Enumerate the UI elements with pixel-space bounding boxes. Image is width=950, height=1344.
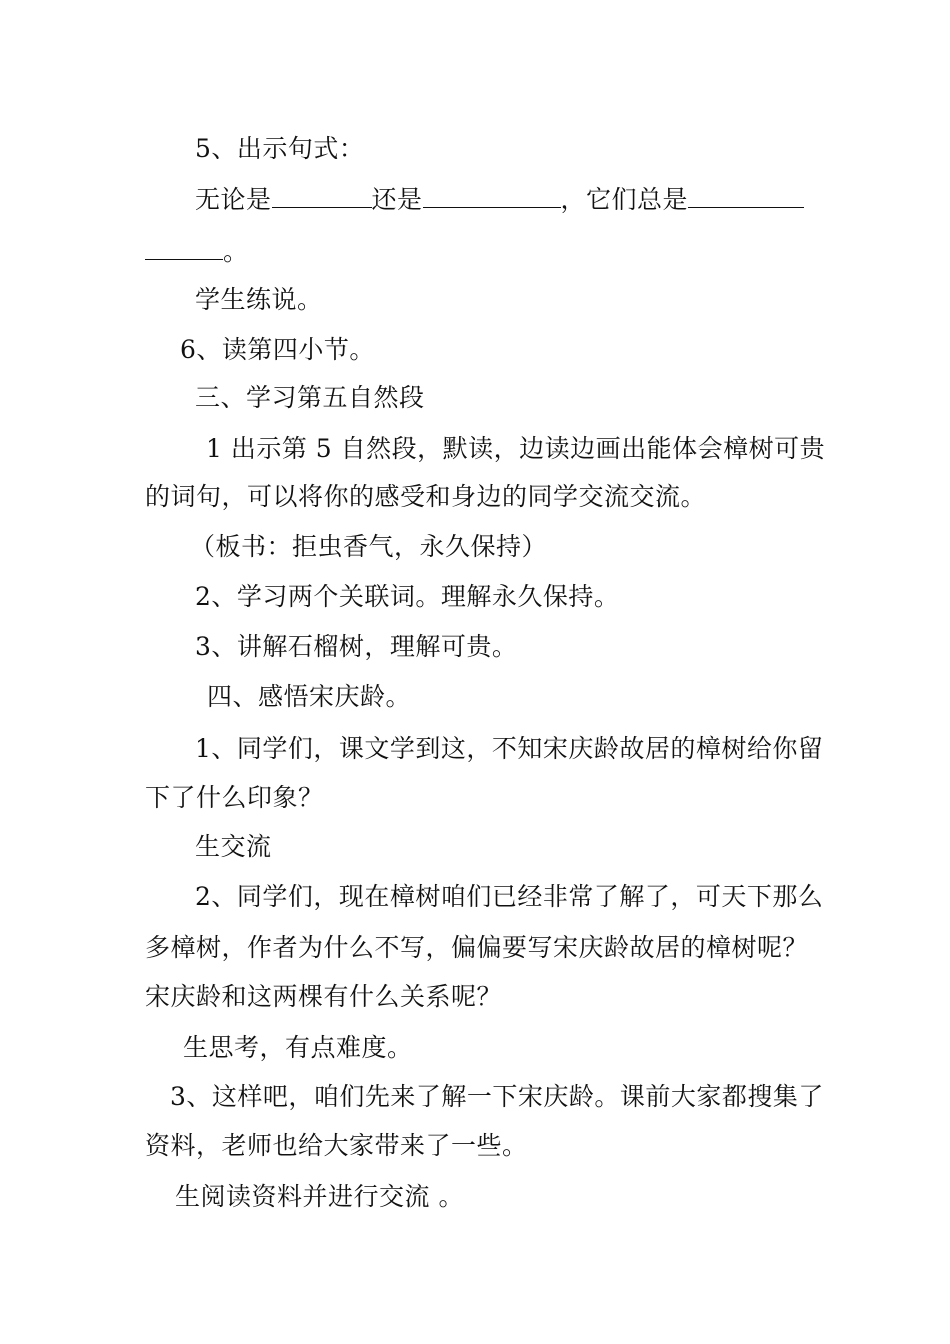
step-5-heading: 5、出示句式： xyxy=(195,134,365,163)
fill-blank-2 xyxy=(423,183,561,208)
paragraph-line: 1 出示第 5 自然段，默读，边读边画出能体会樟树可贵 xyxy=(206,434,826,463)
paragraph-line: 2、学习两个关联词。理解永久保持。 xyxy=(195,582,620,611)
paragraph-line: 生思考，有点难度。 xyxy=(183,1033,413,1062)
sentence-pattern-line xyxy=(195,183,804,216)
paragraph-line: 3、讲解石榴树，理解可贵。 xyxy=(195,632,518,661)
blackboard-note: （板书：拒虫香气，永久保持） xyxy=(190,532,548,561)
section-3-heading: 三、学习第五自然段 xyxy=(195,383,425,412)
paragraph-line: 多樟树，作者为什么不写，偏偏要写宋庆龄故居的樟树呢？ xyxy=(145,933,809,962)
pattern-text-3: ，它们总是 xyxy=(560,185,689,214)
paragraph-line: 3、这样吧，咱们先来了解一下宋庆龄。课前大家都搜集了 xyxy=(170,1082,824,1111)
paragraph-line: 1、同学们，课文学到这，不知宋庆龄故居的樟树给你留 xyxy=(195,734,824,763)
fill-blank-1 xyxy=(272,183,372,208)
pattern-text-2: 还是 xyxy=(371,185,423,214)
sentence-pattern-line-end xyxy=(145,235,249,268)
paragraph-line: 下了什么印象？ xyxy=(145,783,324,812)
paragraph-line: 的词句，可以将你的感受和身边的同学交流交流。 xyxy=(145,482,707,511)
paragraph-line: 生交流 xyxy=(195,832,272,861)
step-6-heading: 6、读第四小节。 xyxy=(180,335,375,364)
section-4-heading: 四、感悟宋庆龄。 xyxy=(207,682,412,711)
fill-blank-4 xyxy=(145,235,223,260)
paragraph-line: 资料，老师也给大家带来了一些。 xyxy=(145,1131,528,1160)
paragraph-line: 宋庆龄和这两棵有什么关系呢？ xyxy=(145,982,503,1011)
paragraph-line: 2、同学们，现在樟树咱们已经非常了解了，可天下那么 xyxy=(195,882,824,911)
pattern-text-1: 无论是 xyxy=(195,185,272,214)
paragraph-line: 生阅读资料并进行交流 。 xyxy=(175,1182,464,1211)
pattern-end-mark: 。 xyxy=(223,237,249,266)
fill-blank-3 xyxy=(688,183,804,208)
paragraph-line: 学生练说。 xyxy=(195,285,323,314)
